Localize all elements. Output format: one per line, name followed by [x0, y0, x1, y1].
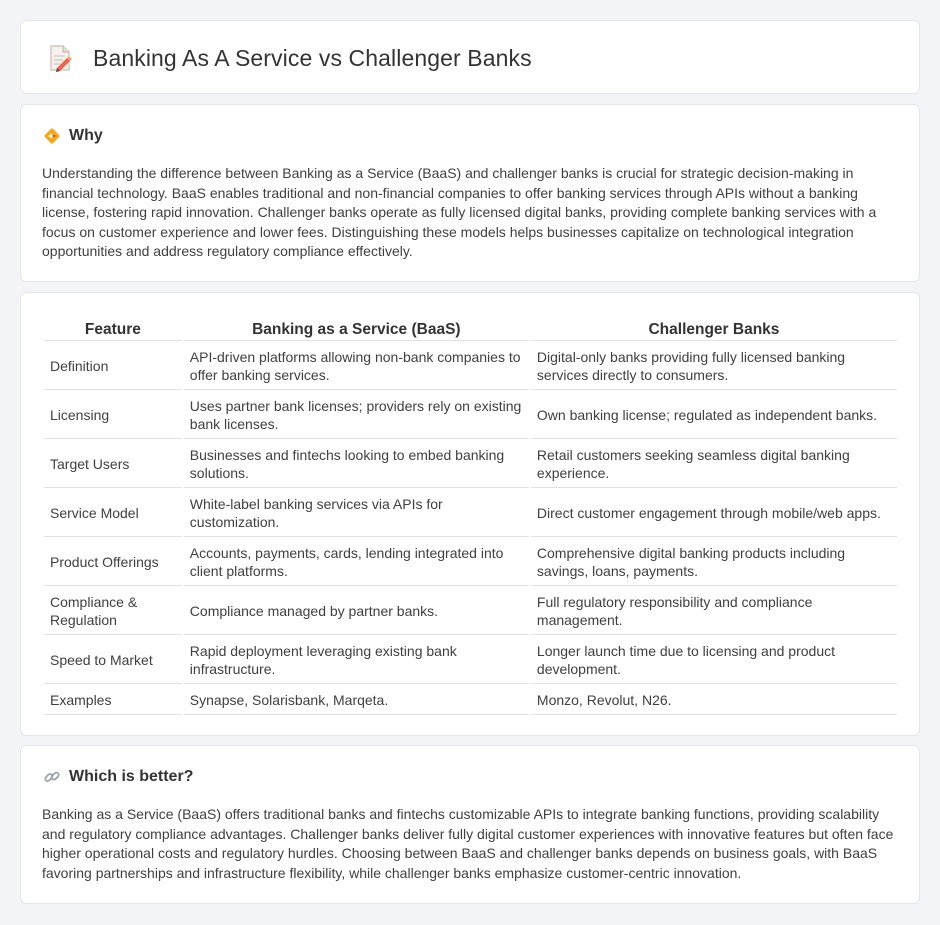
table-header-row — [44, 316, 897, 341]
table-row — [44, 539, 897, 586]
row-feature: Target Users — [44, 441, 182, 488]
row-feature: Speed to Market — [44, 637, 182, 684]
row-baas: Accounts, payments, cards, lending integrated into client platforms. — [184, 539, 529, 586]
header-feature: Feature — [44, 316, 182, 341]
table-row — [44, 490, 897, 537]
row-challenger: Direct customer engagement through mobile/web apps. — [531, 490, 897, 537]
row-feature: Product Offerings — [44, 539, 182, 586]
table-row — [44, 343, 897, 390]
link-icon — [43, 768, 61, 786]
row-feature: Examples — [44, 686, 182, 715]
row-feature: Definition — [44, 343, 182, 390]
which-is-better-section — [20, 745, 920, 904]
page-header — [45, 43, 532, 73]
table-row — [44, 588, 897, 635]
row-baas: Rapid deployment leveraging existing bank infrastructure. — [184, 637, 529, 684]
table-row — [44, 637, 897, 684]
diamond-arrows-icon — [43, 127, 61, 145]
row-challenger: Own banking license; regulated as independent banks. — [531, 392, 897, 439]
why-text: Understanding the difference between Banking as a Service (BaaS) and challenger banks is crucial for strategic decision-making in financial technology. BaaS enables traditional and non-financial companies to offer banking services through APIs without a banking license, fostering rapid innovation. Challenger banks operate as fully licensed digital banks, providing complete banking services with a focus on customer experience and lower fees. Distinguishing these models helps businesses capitalize on technological integration opportunities and address regulatory compliance effectively. — [42, 165, 877, 260]
row-challenger: Monzo, Revolut, N26. — [531, 686, 897, 715]
better-heading-row — [43, 768, 193, 786]
table-row — [44, 392, 897, 439]
header-card — [20, 20, 920, 94]
row-feature: Compliance & Regulation — [44, 588, 182, 635]
table-row — [44, 441, 897, 488]
page-title: Banking As A Service vs Challenger Banks — [93, 44, 532, 71]
row-feature: Licensing — [44, 392, 182, 439]
better-heading: Which is better? — [69, 768, 194, 785]
row-baas: White-label banking services via APIs for customization. — [184, 490, 529, 537]
row-baas: Businesses and fintechs looking to embed banking solutions. — [184, 441, 529, 488]
row-challenger: Longer launch time due to licensing and product development. — [531, 637, 897, 684]
comparison-table — [42, 314, 899, 717]
row-challenger: Comprehensive digital banking products including savings, loans, payments. — [531, 539, 897, 586]
better-text: Banking as a Service (BaaS) offers traditional banks and fintechs customizable APIs to integrate banking functions, providing scalability and regulatory compliance advantages. Challenger banks deliver fully digital customer experiences with innovative features but often face higher operational costs and regulatory hurdles. Choosing between BaaS and challenger banks depends on business goals, with BaaS favoring partnerships and infrastructure flexibility, while challenger banks emphasize customer-centric innovation. — [42, 806, 894, 881]
table-row — [44, 686, 897, 715]
row-challenger: Full regulatory responsibility and compliance management. — [531, 588, 897, 635]
document-pencil-icon — [45, 43, 75, 73]
why-heading: Why — [69, 127, 103, 144]
row-baas: Uses partner bank licenses; providers rely on existing bank licenses. — [184, 392, 529, 439]
row-baas: Compliance managed by partner banks. — [184, 588, 529, 635]
header-challenger: Challenger Banks — [531, 316, 897, 341]
row-baas: API-driven platforms allowing non-bank companies to offer banking services. — [184, 343, 529, 390]
why-heading-row — [43, 127, 103, 145]
row-challenger: Digital-only banks providing fully licensed banking services directly to consumers. — [531, 343, 897, 390]
header-baas: Banking as a Service (BaaS) — [184, 316, 529, 341]
row-feature: Service Model — [44, 490, 182, 537]
why-section — [20, 104, 920, 282]
row-baas: Synapse, Solarisbank, Marqeta. — [184, 686, 529, 715]
comparison-table-card — [20, 292, 920, 736]
row-challenger: Retail customers seeking seamless digital banking experience. — [531, 441, 897, 488]
